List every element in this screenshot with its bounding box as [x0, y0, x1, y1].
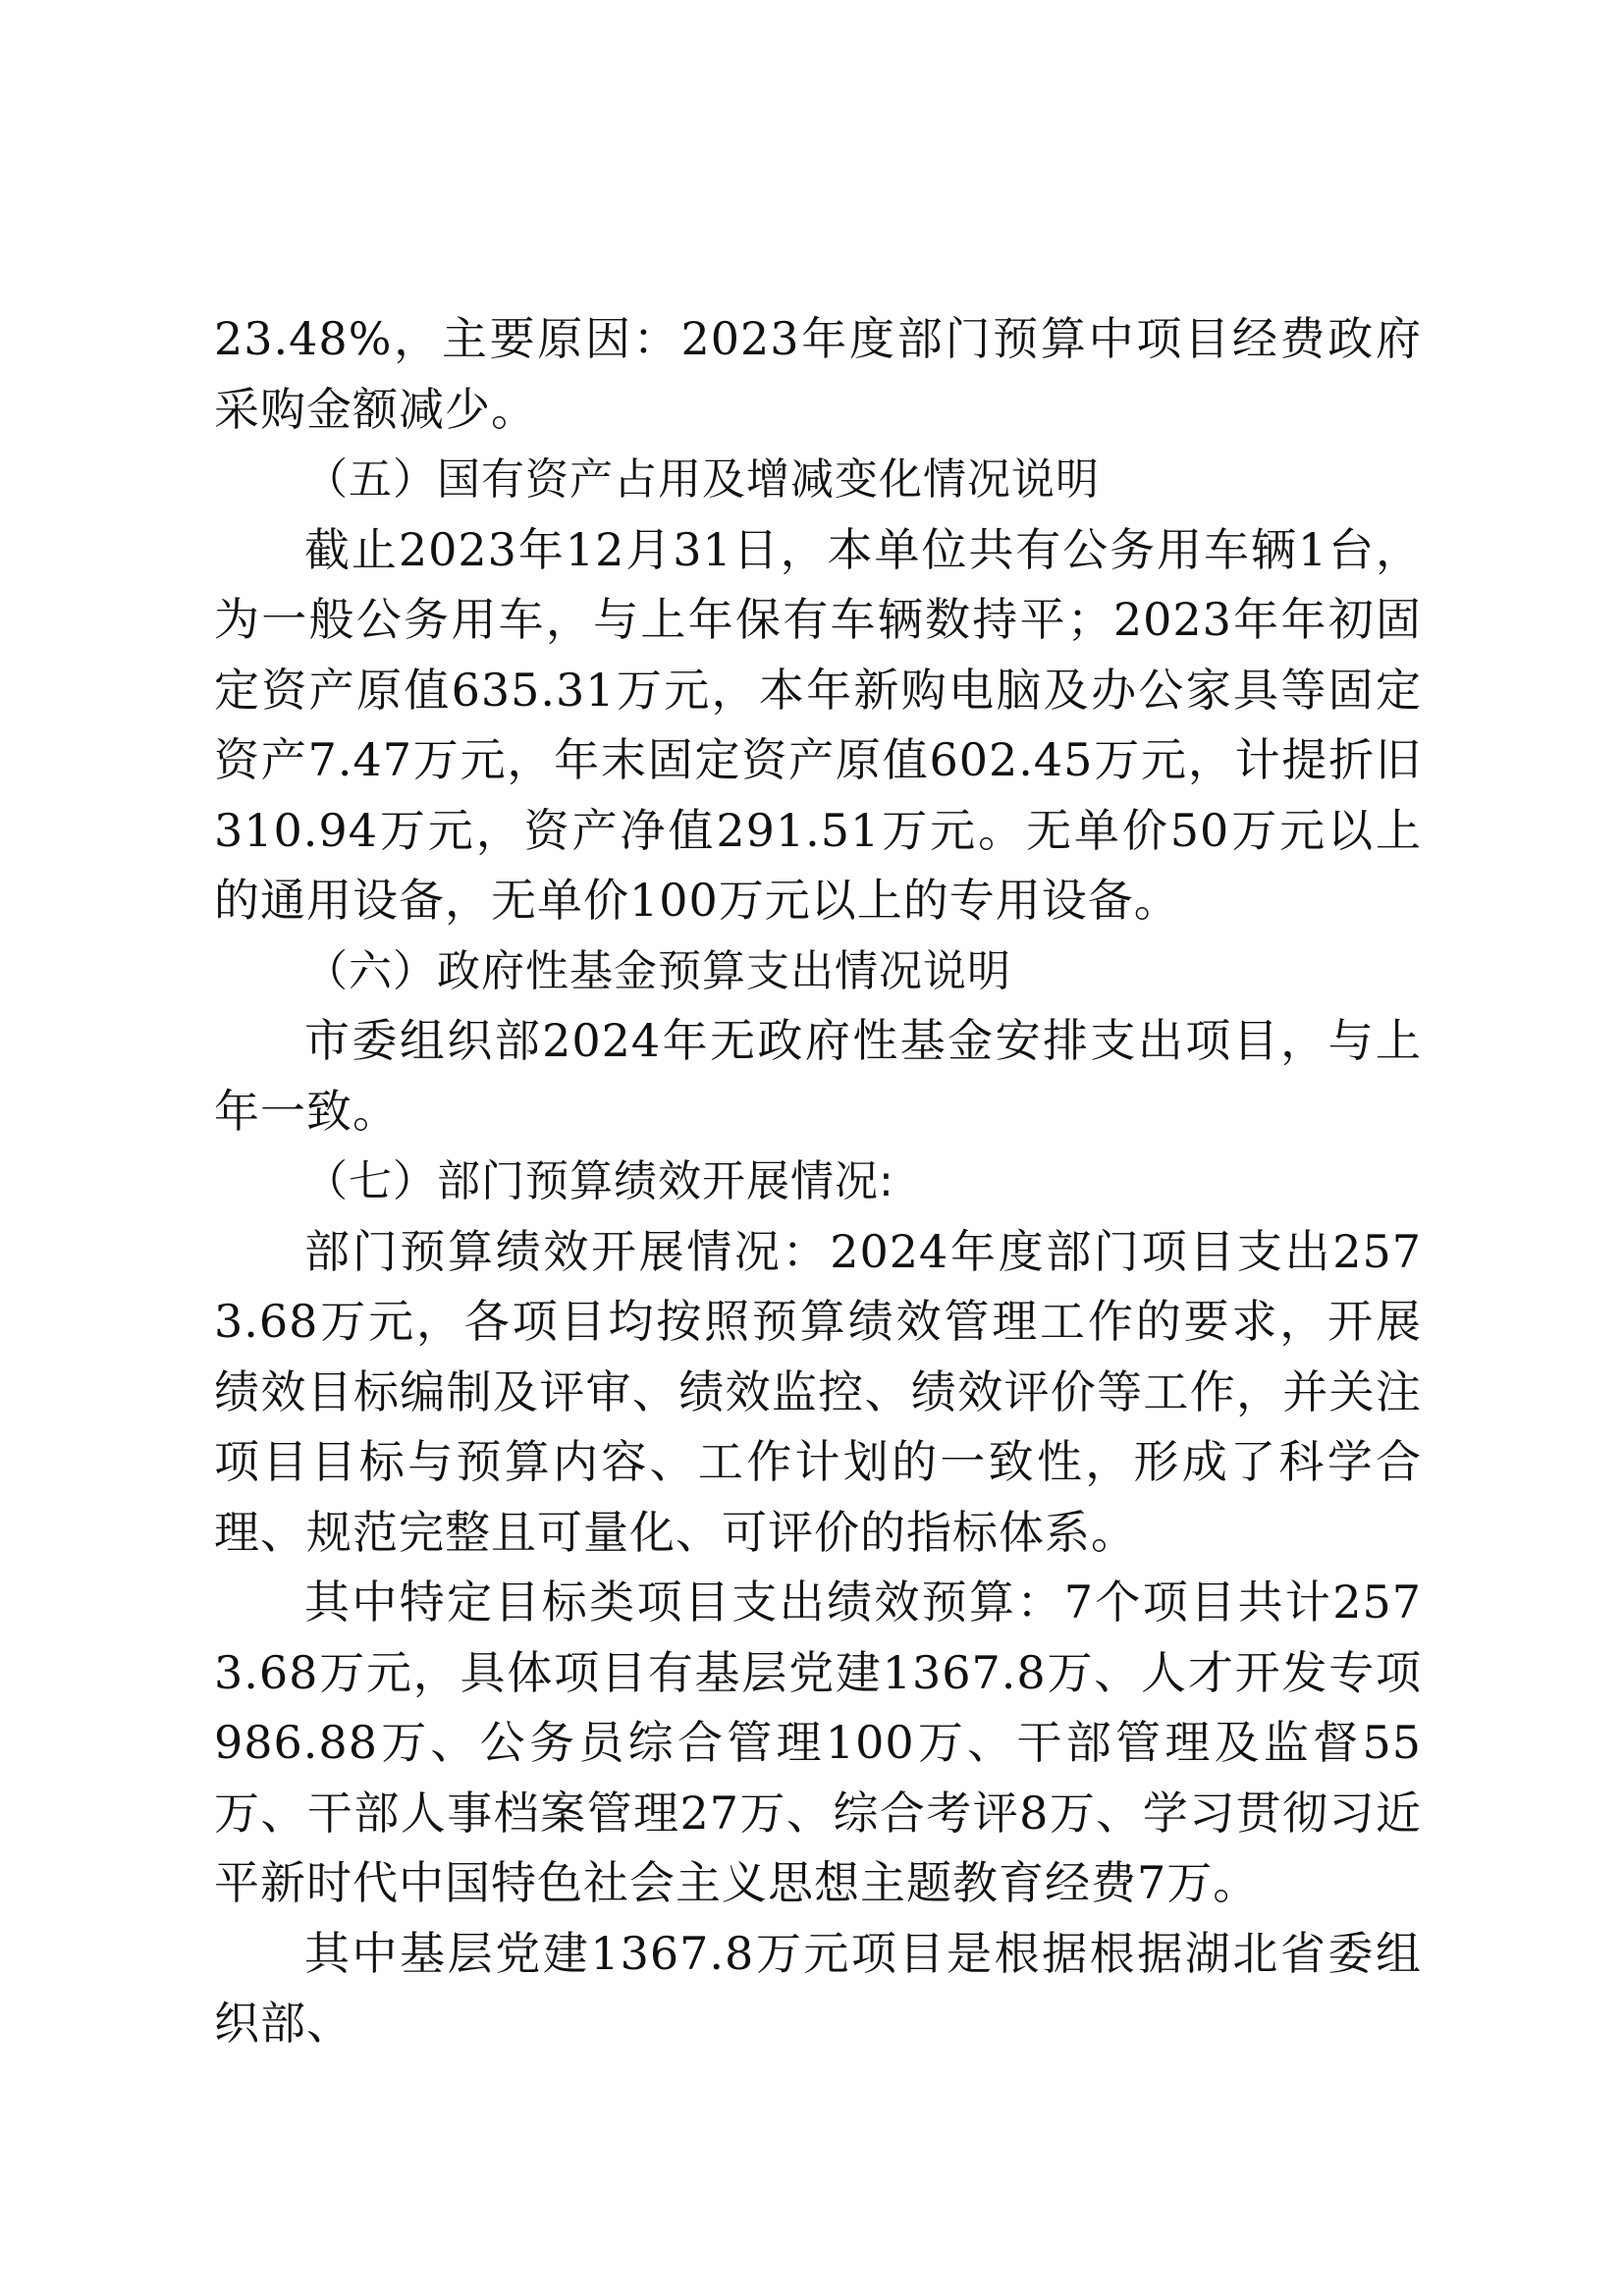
- paragraph-continuation: 23.48%，主要原因：2023年度部门预算中项目经费政府采购金额减少。: [214, 312, 1422, 436]
- paragraph-state-assets: 截止2023年12月31日，本单位共有公务用车辆1台，为一般公务用车，与上年保有车辆数持平；2023年年初固定资产原值635.31万元，本年新购电脑及办公家具等固定资产7.47万元，年末固定资产原值602.45万元，计提折旧310.94万元，资产净值291.51万元。无单价50万元以上的通用设备，无单价100万元以上的专用设备。: [214, 522, 1422, 927]
- paragraph-grassroots-party: 其中基层党建1367.8万元项目是根据根据湖北省委组织部、: [214, 1926, 1422, 2050]
- paragraph-government-fund: 市委组织部2024年无政府性基金安排支出项目，与上年一致。: [214, 1014, 1422, 1138]
- paragraph-performance-overview: 部门预算绩效开展情况：2024年度部门项目支出2573.68万元，各项目均按照预算绩效管理工作的要求，开展绩效目标编制及评审、绩效监控、绩效评价等工作，并关注项目目标与预算内容、工作计划的一致性，形成了科学合理、规范完整且可量化、可评价的指标体系。: [214, 1224, 1422, 1559]
- document-body: [214, 304, 1422, 2059]
- paragraph-specific-projects: 其中特定目标类项目支出绩效预算：7个项目共计2573.68万元，具体项目有基层党建1367.8万、人才开发专项986.88万、公务员综合管理100万、干部管理及监督55万、干部人事档案管理27万、综合考评8万、学习贯彻习近平新时代中国特色社会主义思想主题教育经费7万。: [214, 1575, 1422, 1909]
- section-heading-6-government-fund: （六）政府性基金预算支出情况说明: [304, 945, 1011, 996]
- section-heading-5-state-assets: （五）国有资产占用及增减变化情况说明: [304, 454, 1100, 505]
- section-heading-7-performance: （七）部门预算绩效开展情况:: [304, 1156, 894, 1206]
